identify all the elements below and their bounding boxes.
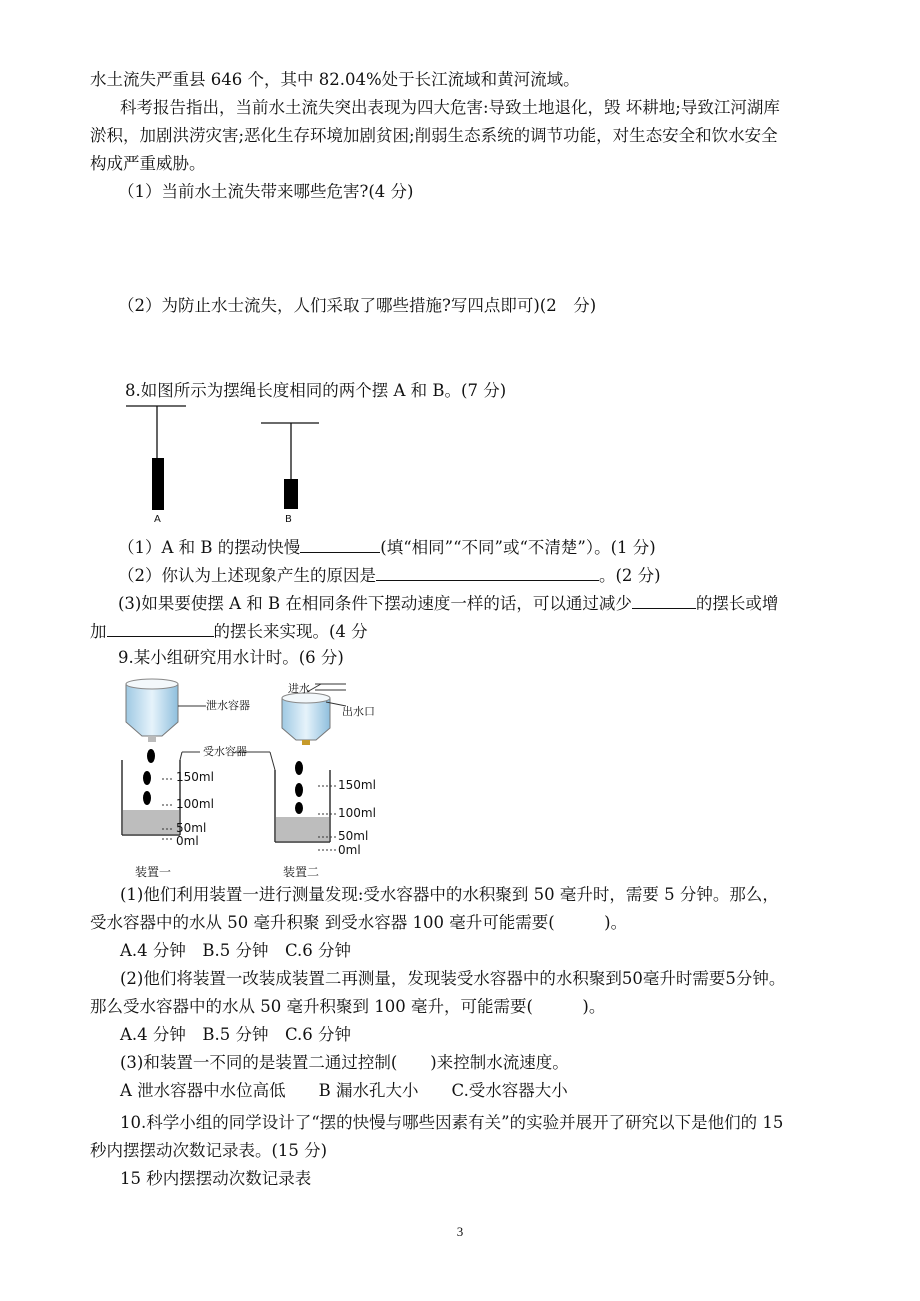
device-2-mark-100: 100ml — [338, 806, 376, 820]
question-7-2: （2）为防止水士流失，人们采取了哪些措施?写四点即可)(2 分) — [118, 296, 597, 315]
question-8-1-text: （1）A 和 B 的摆动快慢 — [118, 538, 301, 557]
question-8-title: 8.如图所示为摆绳长度相同的两个摆 A 和 B。(7 分) — [125, 381, 507, 400]
text-line: 构成严重威胁。 — [90, 154, 206, 173]
question-9-2-cont: 那么受水容器中的水从 50 毫升积聚到 100 毫升，可能需要( )。 — [90, 997, 606, 1016]
question-9-2-options: A.4 分钟 B.5 分钟 C.6 分钟 — [120, 1025, 352, 1044]
device-2-mark-150: 150ml — [338, 778, 376, 792]
water-drop — [295, 761, 303, 775]
question-9-3: (3)和装置一不同的是装置二通过控制( )来控制水流速度。 — [120, 1053, 569, 1072]
water-drop — [147, 749, 155, 763]
question-9-1: (1)他们利用装置一进行测量发现:受水容器中的水积聚到 50 毫升时，需要 5 分钟。那么， — [120, 885, 779, 904]
question-8-3 — [118, 592, 778, 614]
device-2-drain-container — [282, 693, 330, 745]
answer-blank[interactable] — [376, 564, 599, 581]
question-8-2 — [118, 564, 661, 586]
question-8-3-text-mid: 的摆长或增 — [695, 594, 779, 613]
pendulum-a-label: A — [154, 514, 161, 525]
question-9-1-cont: 受水容器中的水从 50 毫升积聚 到受水容器 100 毫升可能需要( )。 — [90, 913, 628, 932]
text-line: 水土流失严重县 646 个，其中 82.04%处于长江流域和黄河流域。 — [90, 70, 580, 89]
question-9-title: 9.某小组研究用水计时。(6 分) — [118, 648, 344, 667]
question-9-3-options: A 泄水容器中水位高低 B 漏水孔大小 C.受水容器大小 — [120, 1081, 568, 1100]
pendulum-b-bob — [284, 479, 298, 509]
question-10-cont: 秒内摆摆动次数记录表。(15 分) — [90, 1141, 328, 1160]
text-line: 科考报告指出，当前水土流失突出表现为四大危害:导致土地退化，毁 坏耕地;导致江河湖库 — [120, 98, 780, 117]
device-1-mark-100: 100ml — [176, 797, 214, 811]
inlet-label: 进水 — [288, 682, 310, 695]
drain-container-label: 泄水容器 — [206, 699, 250, 712]
device-1-drain-container — [126, 679, 178, 742]
table-caption: 15 秒内摆摆动次数记录表 — [120, 1169, 312, 1188]
water-drop — [295, 783, 303, 797]
question-8-3-text: (3)如果要使摆 A 和 B 在相同条件下摆动速度一样的话，可以通过减少 — [118, 594, 632, 613]
device-1-mark-0: 0ml — [176, 834, 199, 848]
answer-blank[interactable] — [107, 620, 214, 637]
receive-container-label: 受水容器 — [203, 745, 247, 758]
answer-blank[interactable] — [632, 592, 696, 609]
question-8-3-text-end: 的摆长来实现。(4 分 — [213, 622, 368, 641]
question-8-1-text-end: (填“相同”“不同”或“不清楚”）。(1 分) — [380, 538, 656, 557]
pendulum-b-label: B — [285, 514, 292, 525]
device-1-mark-50: 50ml — [176, 821, 207, 835]
question-8-3-text-c: 加 — [90, 622, 107, 641]
water-drop — [295, 802, 303, 814]
question-10: 10.科学小组的同学设计了“摆的快慢与哪些因素有关”的实验并展开了研究以下是他们的 15 — [120, 1113, 784, 1132]
pendulum-figure — [120, 400, 350, 530]
device-1-label: 装置一 — [135, 865, 172, 879]
pendulum-a-bob — [152, 458, 164, 510]
question-8-2-text: （2）你认为上述现象产生的原因是 — [118, 566, 376, 585]
device-1-receive-container — [122, 760, 180, 835]
question-8-3-cont — [90, 620, 368, 642]
question-9-2: (2)他们将装置一改装成装置二再测量，发现装受水容器中的水积聚到50毫升时需要5分钟。 — [120, 969, 786, 988]
text-line: 淤积，加剧洪涝灾害;恶化生存环境加剧贫困;削弱生态系统的调节功能，对生态安全和饮水安全 — [90, 126, 778, 145]
answer-blank[interactable] — [300, 536, 380, 553]
device-2-label: 装置二 — [283, 865, 320, 879]
device-2-mark-0: 0ml — [338, 843, 361, 857]
question-9-1-options: A.4 分钟 B.5 分钟 C.6 分钟 — [120, 941, 352, 960]
device-1-mark-150: 150ml — [176, 770, 214, 784]
water-drop — [143, 791, 151, 805]
page-number: 3 — [456, 1224, 464, 1239]
water-drop — [143, 771, 151, 785]
outlet-label: 出水口 — [342, 705, 375, 718]
question-8-2-text-end: 。(2 分) — [599, 566, 661, 585]
question-8-1 — [118, 536, 656, 558]
device-2-mark-50: 50ml — [338, 829, 369, 843]
question-7-1: （1）当前水土流失带来哪些危害?(4 分) — [118, 182, 414, 201]
